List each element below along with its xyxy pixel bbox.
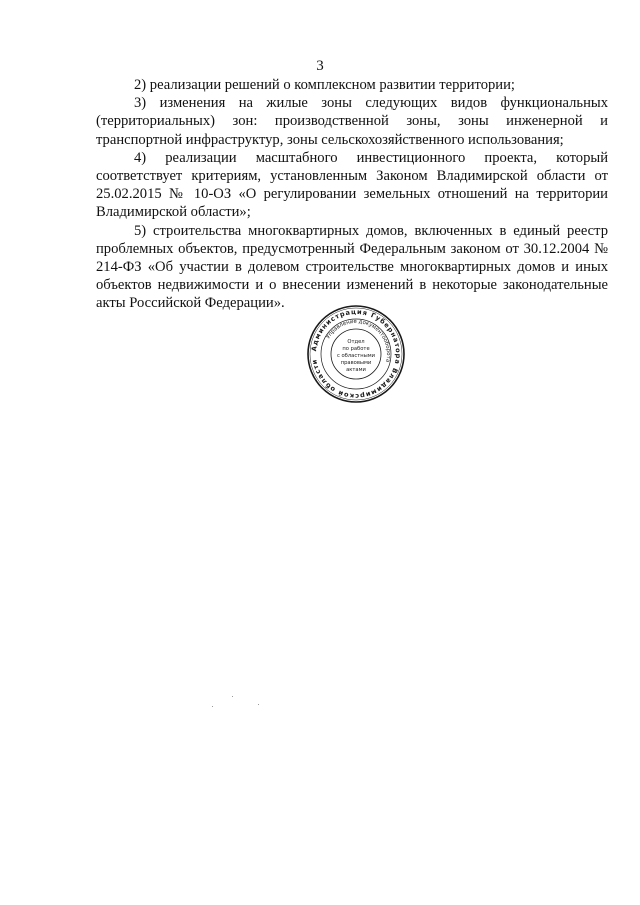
stamp-center-text — [337, 339, 375, 373]
list-item-4: 4) реализации масштабного инвестиционного проекта, который соответствует критериям, установленным Законом Владимирской области от 25.02.2015 № 10-ОЗ «О регулировании земельных отношений на территории Владимирской области»; — [96, 149, 608, 221]
stamp-inner-text: Управление документооборота — [325, 318, 392, 363]
stamp-center-line-2: по работе — [342, 346, 370, 352]
list-item-5: 5) строительства многоквартирных домов, включенных в единый реестр проблемных объектов, предусмотренный Федеральным законом от 30.12.2004 № 214-ФЗ «Об участии в долевом строительстве многоквартирных домов и иных объектов недвижимости и о внесении изменений в некоторые законодательные акты Российской Федерации». — [96, 222, 608, 312]
document-body — [96, 76, 608, 313]
stamp-center-line-1: Отдел — [347, 339, 365, 345]
list-item-3: 3) изменения на жилые зоны следующих видов функциональных (территориальных) зон: производственной зоны, зоны инженерной и транспортной инфраструктур, зоны сельскохозяйственного использования; — [96, 95, 608, 148]
scan-speck — [232, 696, 233, 697]
stamp-center-line-3: с областными — [336, 353, 376, 359]
scan-speck — [258, 704, 259, 705]
stamp-center-line-4: правовыми — [340, 360, 372, 366]
page-number: 3 — [316, 58, 324, 74]
list-item-2: 2) реализации решений о комплексном развитии территории; — [134, 77, 515, 93]
scan-speck — [212, 706, 213, 707]
stamp-center-line-5: актами — [346, 367, 366, 373]
official-stamp — [306, 304, 406, 404]
stamp-outer-text: Администрация Губернатора Владимирской области — [310, 307, 403, 401]
